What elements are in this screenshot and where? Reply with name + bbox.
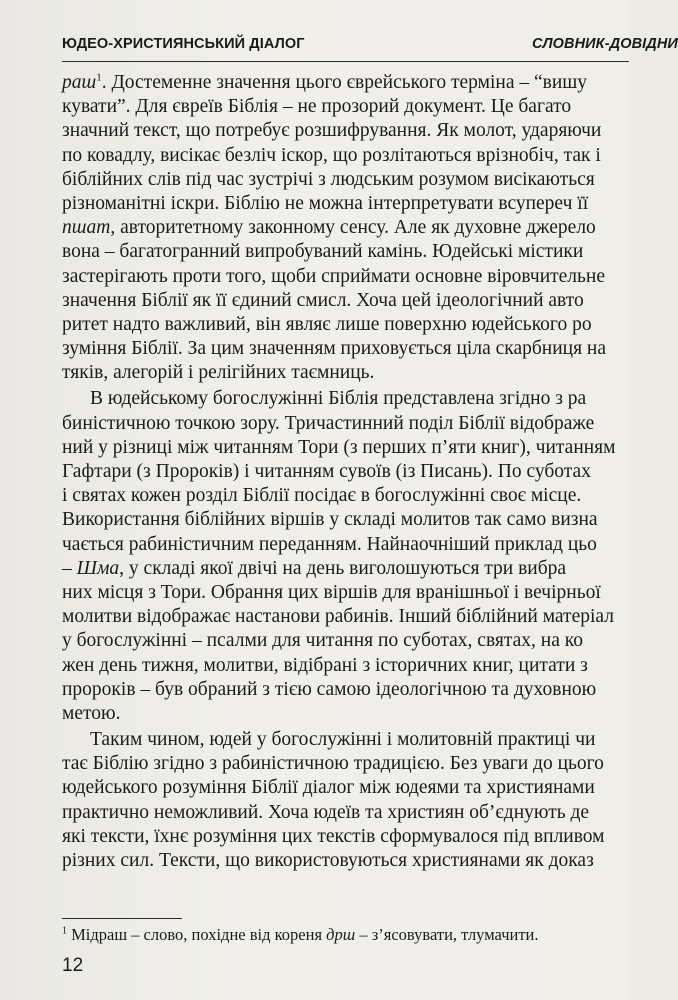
text-line — [62, 361, 672, 385]
line-text: які тексти, їхнє розуміння цих текстів сформувалося під впливом — [62, 825, 605, 847]
page-number: 12 — [62, 955, 84, 976]
text-line — [62, 168, 672, 192]
text-line — [62, 95, 672, 119]
text-line — [62, 240, 672, 264]
text-line — [62, 849, 672, 873]
text-line — [62, 605, 672, 629]
footnote-reference: 1 — [96, 71, 102, 84]
text-line — [62, 289, 672, 313]
line-text: – — [62, 557, 77, 579]
italic-term: раш — [62, 72, 97, 93]
line-text: , авторитетному законному сенсу. Але як духовне джерело — [110, 217, 596, 239]
line-text: значення Біблії як її єдиний смисл. Хоча цей ідеологічний авто — [62, 289, 584, 311]
line-text: Таким чином, юдей у богослужінні і молитовній практиці чи — [90, 729, 596, 751]
line-text: вона – багатогранний випробуваний камінь. Юдейські містики — [62, 241, 584, 263]
main-text — [62, 71, 672, 873]
text-line — [62, 119, 672, 143]
line-text: чається рабиністичним переданням. Найнаочніший приклад цьо — [62, 533, 597, 555]
header-rule — [62, 61, 629, 62]
line-text: ритет надто важливий, він являє лише поверхню юдейського ро — [62, 313, 592, 335]
text-line — [62, 533, 672, 557]
line-text: Гафтари (з Пророків) і читанням сувоїв (із Писань). По суботах — [62, 461, 591, 482]
line-text: юдейського розуміння Біблії діалог між юдеями та християнами — [62, 777, 595, 799]
line-text: зуміння Біблії. За цим значенням приховується ціла скарбниця на — [62, 338, 607, 360]
text-line — [62, 508, 672, 532]
line-text: тяків, алегорій і релігійних таємниць. — [62, 362, 375, 384]
line-text: ний у різниці між читанням Тори (з перших п’яти книг), читанням — [62, 436, 616, 458]
line-text: тає Біблію згідно з рабиністичною традицією. Без уваги до цього — [62, 753, 604, 775]
line-text: різноманітні іскри. Біблію не можна інтерпретувати всупереч її — [62, 192, 589, 214]
paragraph — [62, 387, 672, 726]
text-line — [62, 484, 672, 508]
line-text: биністичною точкою зору. Тричастинний поділ Біблії відображе — [62, 412, 595, 434]
text-line — [62, 728, 672, 752]
footnote — [62, 925, 539, 945]
line-text: них місця з Тори. Обрання цих віршів для вранішньої і вечірньої — [62, 581, 601, 603]
line-text: Використання біблійних віршів у складі молитов так само визна — [62, 509, 598, 531]
text-line — [62, 557, 672, 581]
text-line — [62, 313, 672, 337]
line-text: пророків – був обраний з тією самою ідеологічною та духовною — [62, 678, 597, 700]
line-text: метою. — [62, 702, 121, 724]
text-line — [62, 144, 672, 168]
line-text: різних сил. Тексти, що використовуються християнами як доказ — [62, 850, 594, 871]
line-text: застерігають проти того, щоби сприймати основне віровчительне — [62, 265, 606, 287]
text-line — [62, 436, 672, 460]
text-line — [62, 776, 672, 800]
line-text: , у складі якої двічі на день виголошуються три вибра — [119, 557, 567, 579]
text-line — [62, 387, 672, 411]
footnote-text-start: Мідраш – слово, похідне від кореня — [67, 925, 327, 944]
running-head-right: СЛОВНИК-ДОВІДНИ — [532, 36, 678, 52]
text-line — [62, 337, 672, 361]
footnote-rule — [62, 918, 182, 919]
text-line — [62, 825, 672, 849]
line-text: практично неможливий. Хоча юдеїв та християн об’єднують де — [62, 801, 590, 823]
text-line — [62, 216, 672, 240]
footnote-emphasis: дрш — [326, 925, 356, 944]
italic-term: Шма — [76, 557, 120, 579]
text-line — [62, 460, 672, 484]
paragraph — [62, 71, 672, 385]
running-head — [62, 36, 678, 56]
italic-term: пшат — [62, 217, 111, 239]
text-line — [62, 412, 672, 436]
text-line — [62, 654, 672, 678]
text-line — [62, 629, 672, 653]
line-text: значний текст, що потребує розшифрування. Як молот, ударяючи — [62, 120, 602, 142]
footnote-marker: 1 — [62, 925, 67, 937]
line-text: молитви відображає настанови рабинів. Інший біблійний матеріал — [62, 606, 614, 628]
line-text: . Достеменне значення цього єврейського терміна – “вишу — [101, 72, 588, 93]
footnote-text-end: – з’ясовувати, тлумачити. — [355, 925, 539, 944]
line-text: кувати”. Для євреїв Біблія – не прозорий документ. Це багато — [62, 96, 572, 118]
text-line — [62, 71, 672, 95]
line-text: у богослужінні – псалми для читання по суботах, святах, на ко — [62, 630, 583, 652]
text-line — [62, 192, 672, 216]
text-line — [62, 265, 672, 289]
text-line — [62, 752, 672, 776]
text-line — [62, 801, 672, 825]
line-text: біблійних слів під час зустрічі з людським розумом висікаються — [62, 168, 595, 190]
line-text: В юдейському богослужінні Біблія представлена згідно з ра — [90, 388, 587, 410]
paragraph — [62, 728, 672, 873]
line-text: жен день тижня, молитви, відібрані з історичних книг, цитати з — [62, 654, 588, 676]
line-text: і святах кожен розділ Біблії посідає в богослужінні своє місце. — [62, 485, 582, 507]
text-line — [62, 702, 672, 726]
line-text: по ковадлу, висікає безліч іскор, що розлітаються врізнобіч, так і — [62, 144, 601, 166]
running-head-left: ЮДЕО-ХРИСТИЯНСЬКИЙ ДІАЛОГ — [62, 36, 305, 52]
text-line — [62, 581, 672, 605]
text-line — [62, 678, 672, 702]
